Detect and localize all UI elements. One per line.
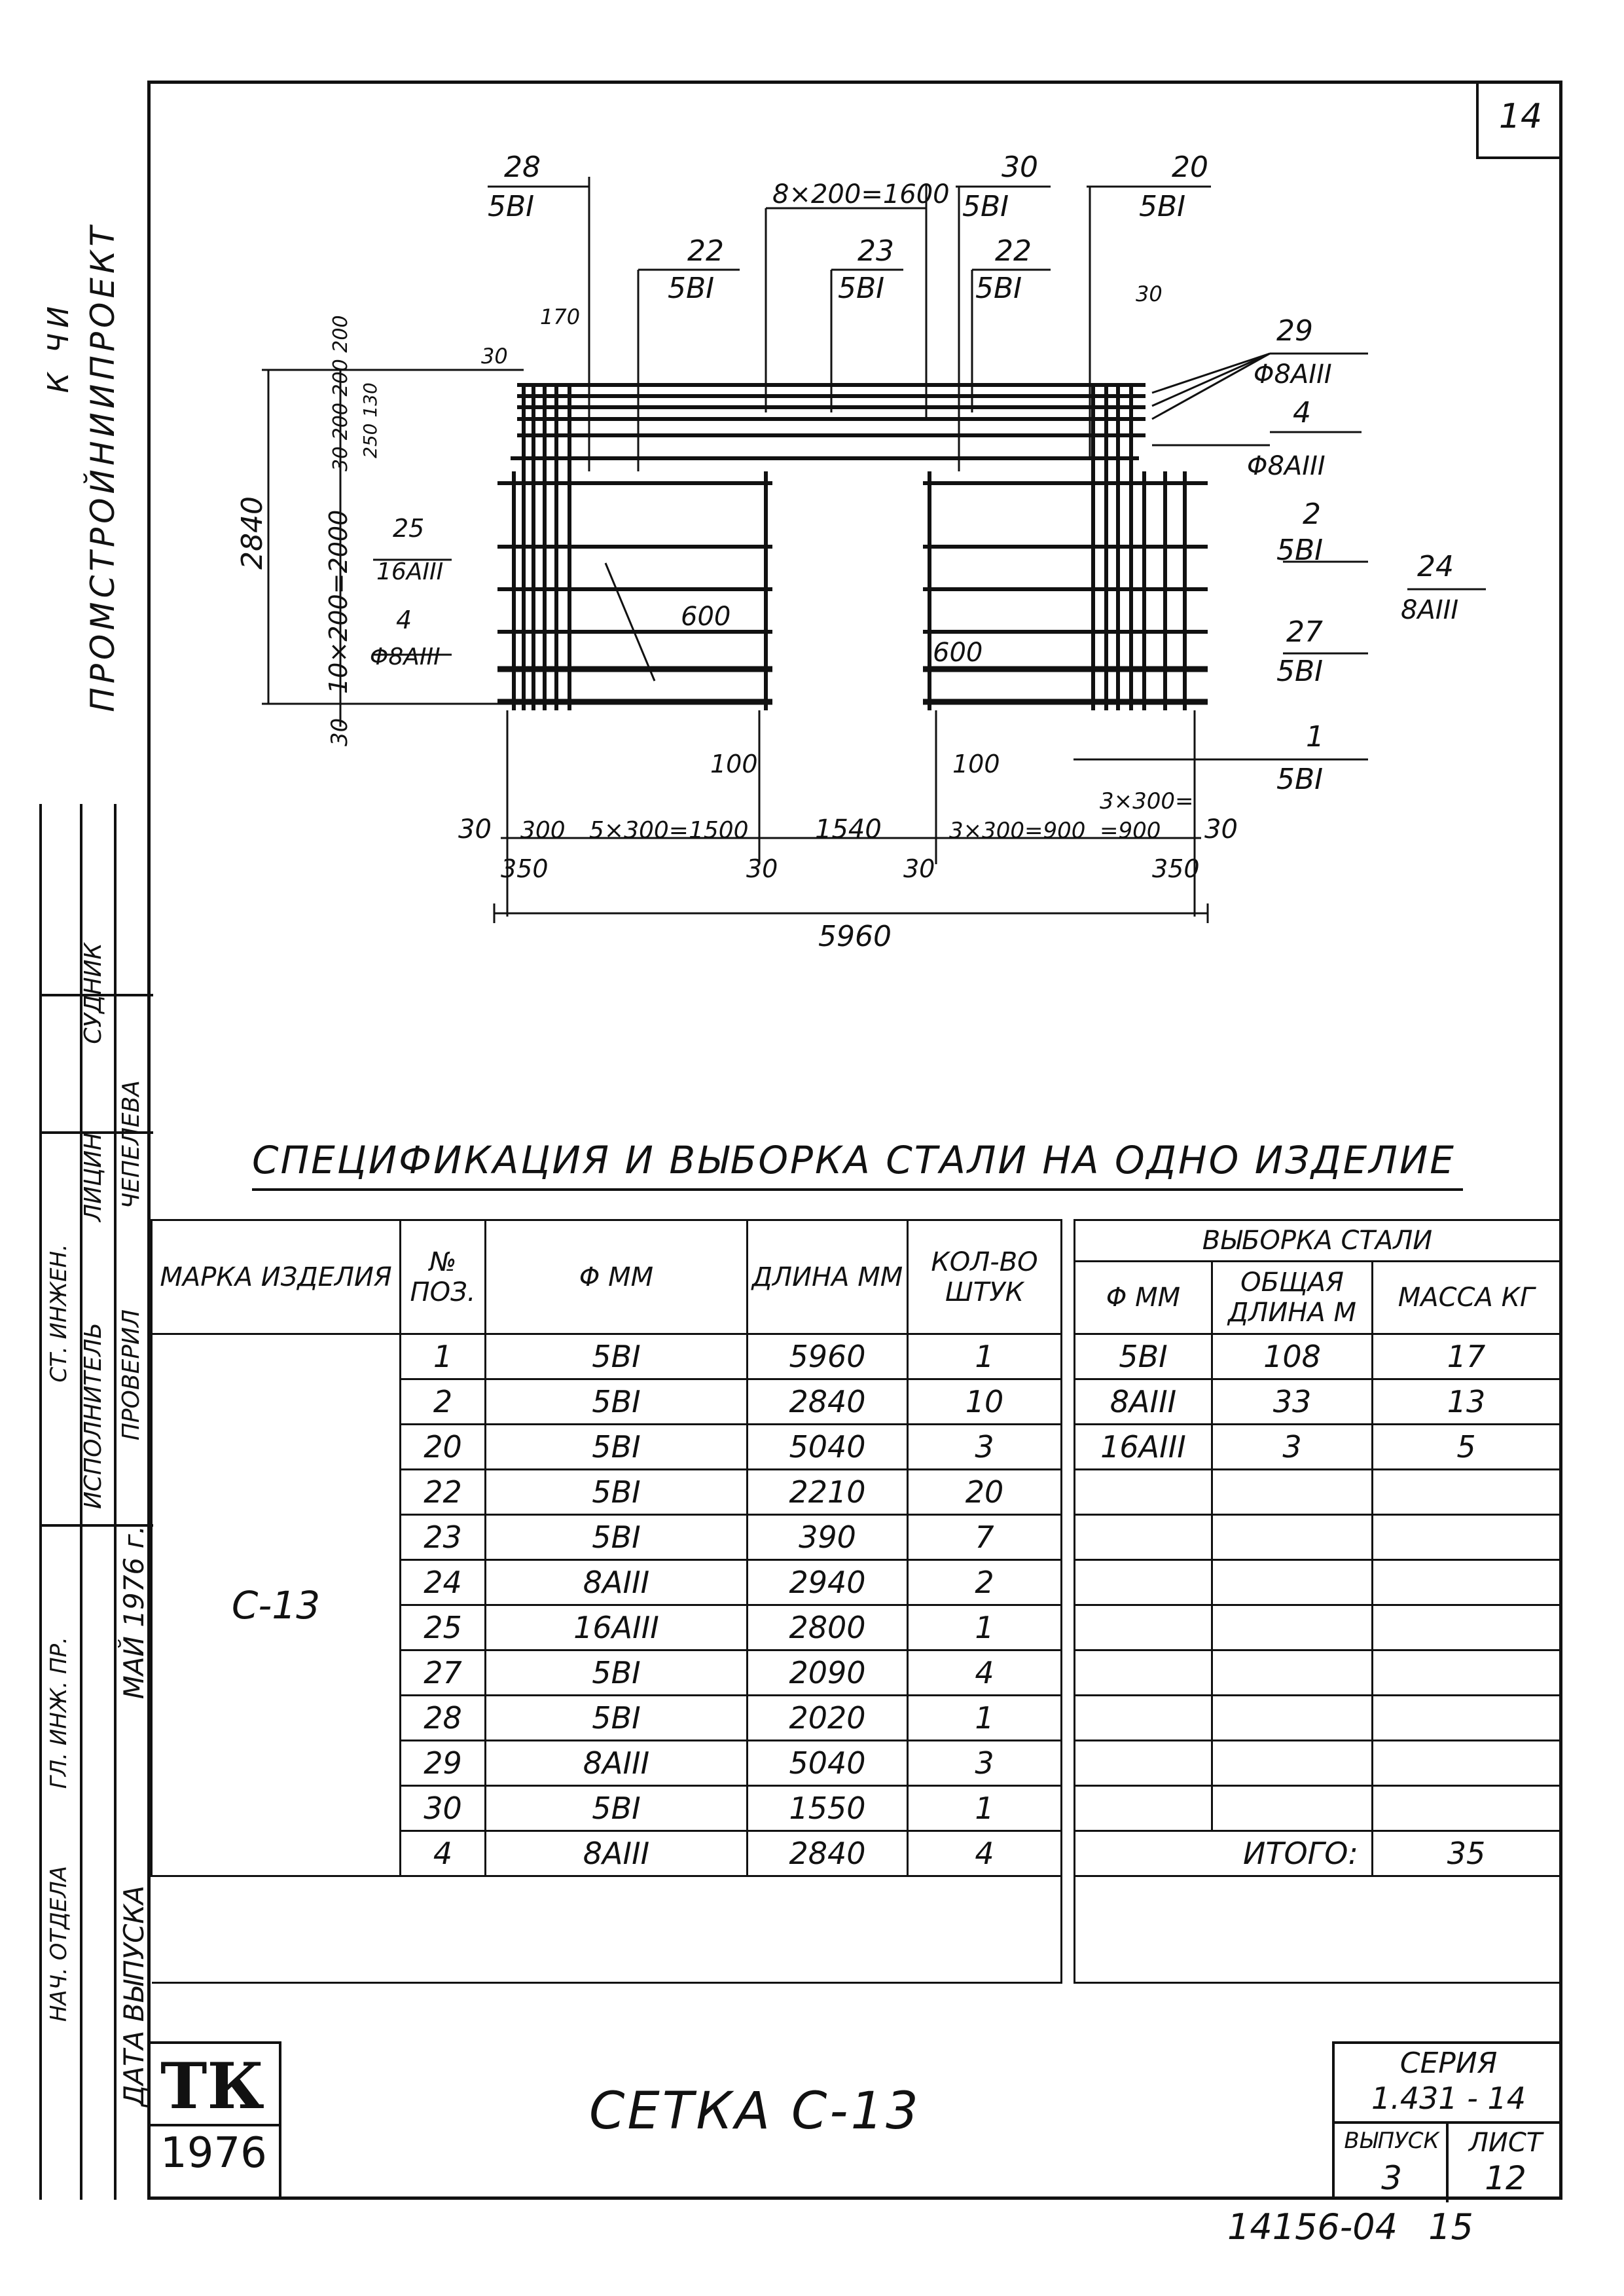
- sheet-number: 14: [1476, 81, 1562, 159]
- drawing-title: СЕТКА С-13: [589, 2082, 921, 2141]
- label-27: 27: [1286, 615, 1323, 649]
- hdr-steel-dia: Φ ММ: [1075, 1262, 1212, 1334]
- label-22a: 22: [687, 234, 724, 268]
- cell-len: 390: [748, 1515, 908, 1560]
- empty-row-right: [1075, 1876, 1561, 1983]
- hdr-mark: МАРКА ИЗДЕЛИЯ: [152, 1220, 401, 1334]
- label-1: 1: [1306, 720, 1324, 754]
- role-5: ПРОВЕРИЛ: [118, 1309, 145, 1441]
- cell-qty: 1: [908, 1696, 1062, 1741]
- label-24: 24: [1417, 550, 1454, 583]
- hdr-steel-mass: МАССА КГ: [1373, 1262, 1561, 1334]
- steel-dia: 5BI: [1075, 1334, 1212, 1379]
- footer-doc-code: 14156-04: [1227, 2206, 1398, 2248]
- label-250-130: 250 130: [359, 382, 381, 458]
- label-350b: 350: [1152, 854, 1200, 883]
- hdr-length: ДЛИНА ММ: [748, 1220, 908, 1334]
- label-b30c: 30: [746, 854, 778, 883]
- cell-pos: 20: [401, 1425, 486, 1470]
- hdr-steel: ВЫБОРКА СТАЛИ: [1075, 1220, 1561, 1262]
- cell-len: 5960: [748, 1334, 908, 1379]
- label-4a: 4: [1293, 396, 1311, 429]
- cell-dia: 8AIII: [486, 1741, 748, 1786]
- label-25-dia: 16AIII: [376, 558, 444, 585]
- label-23: 23: [857, 234, 894, 268]
- label-30-dia: 5BI: [962, 190, 1009, 223]
- cell-pos: 28: [401, 1696, 486, 1741]
- spec-title-underline: [252, 1188, 1463, 1191]
- cell-dia: 5BI: [486, 1515, 748, 1560]
- steel-mass: 17: [1373, 1334, 1561, 1379]
- cell-qty: 1: [908, 1334, 1062, 1379]
- cell-qty: 3: [908, 1741, 1062, 1786]
- label-b30b: 30: [1204, 814, 1238, 845]
- cell-qty: 7: [908, 1515, 1062, 1560]
- cell-len: 5040: [748, 1425, 908, 1470]
- label-top-span: 8×200=1600: [772, 179, 950, 210]
- steel-total: 33: [1212, 1379, 1373, 1425]
- steel-total: 3: [1212, 1425, 1373, 1470]
- role-4: ИСПОЛНИТЕЛЬ: [80, 1322, 107, 1510]
- empty-row: [152, 1876, 1062, 1983]
- cell-pos: 23: [401, 1515, 486, 1560]
- label-29-dia: Φ8AIII: [1254, 359, 1332, 390]
- org-name-2: К ЧИ: [42, 301, 75, 393]
- label-top-step: 30 200 200 200: [329, 315, 352, 471]
- cell-dia: 5BI: [486, 1786, 748, 1831]
- title-block-series: [1332, 2041, 1562, 2200]
- cell-pos: 29: [401, 1741, 486, 1786]
- name-3: ЧЕПЕЛЕВА: [118, 1080, 145, 1209]
- cell-dia: 5BI: [486, 1696, 748, 1741]
- name-1: ЛИЦИН: [80, 1133, 107, 1222]
- label-4b: 4: [396, 606, 412, 634]
- footer-page: 15: [1428, 2206, 1473, 2248]
- hdr-steel-total: ОБЩАЯ ДЛИНА М: [1212, 1262, 1373, 1334]
- steel-dia: 16AIII: [1075, 1425, 1212, 1470]
- label-350a: 350: [501, 854, 549, 883]
- label-3x300b: 3×300=: [1100, 788, 1194, 814]
- cell-len: 2840: [748, 1831, 908, 1876]
- cell-dia: 5BI: [486, 1470, 748, 1515]
- issue-value: 3: [1381, 2159, 1402, 2197]
- cell-len: 2020: [748, 1696, 908, 1741]
- table-gap: [1062, 1220, 1075, 1983]
- label-h30: 30: [327, 718, 353, 746]
- label-5x300: 5×300=1500: [589, 817, 749, 844]
- org-logo: ТК: [160, 2049, 264, 2123]
- label-25: 25: [393, 514, 425, 543]
- label-2840: 2840: [236, 496, 269, 570]
- label-b30a: 30: [458, 814, 492, 845]
- total-value: 35: [1373, 1831, 1561, 1876]
- steel-mass: 5: [1373, 1425, 1561, 1470]
- spec-title: СПЕЦИФИКАЦИЯ И ВЫБОРКА СТАЛИ НА ОДНО ИЗДЕЛИЕ: [252, 1138, 1456, 1182]
- label-2-dia: 5BI: [1276, 534, 1324, 567]
- cell-len: 2090: [748, 1650, 908, 1696]
- cell-dia: 16AIII: [486, 1605, 748, 1650]
- cell-len: 5040: [748, 1741, 908, 1786]
- cell-len: 2800: [748, 1605, 908, 1650]
- cell-qty: 4: [908, 1650, 1062, 1696]
- label-3x300: 3×300=900: [949, 818, 1086, 844]
- cell-qty: 4: [908, 1831, 1062, 1876]
- label-22b: 22: [995, 234, 1032, 268]
- cell-pos: 27: [401, 1650, 486, 1696]
- sheet-label: ЛИСТ: [1468, 2128, 1543, 2158]
- hdr-dia: Φ ММ: [486, 1220, 748, 1334]
- cell-qty: 20: [908, 1470, 1062, 1515]
- label-10x200: 10×200=2000: [324, 509, 353, 694]
- cell-pos: 22: [401, 1470, 486, 1515]
- label-170: 170: [540, 304, 581, 329]
- hdr-qty: КОЛ-ВО ШТУК: [908, 1220, 1062, 1334]
- steel-mass: 13: [1373, 1379, 1561, 1425]
- label-22a-dia: 5BI: [668, 272, 715, 305]
- sheet-value: 12: [1485, 2159, 1526, 2197]
- label-600b: 600: [933, 638, 983, 668]
- label-22b-dia: 5BI: [975, 272, 1022, 305]
- label-4a-dia: Φ8AIII: [1247, 451, 1326, 481]
- cell-dia: 5BI: [486, 1379, 748, 1425]
- cell-qty: 3: [908, 1425, 1062, 1470]
- cell-qty: 10: [908, 1379, 1062, 1425]
- date-label: ДАТА ВЫПУСКА: [118, 1886, 150, 2107]
- cell-len: 1550: [748, 1786, 908, 1831]
- role-2: ГЛ. ИНЖ. ПР.: [46, 1637, 72, 1789]
- label-b30d: 30: [903, 854, 935, 883]
- series-value: 1.431 - 14: [1371, 2081, 1526, 2116]
- cell-qty: 2: [908, 1560, 1062, 1605]
- hdr-pos: № ПОЗ.: [401, 1220, 486, 1334]
- name-2: СУДНИК: [80, 943, 107, 1044]
- label-23-dia: 5BI: [838, 272, 885, 305]
- label-28: 28: [504, 151, 541, 184]
- label-1-dia: 5BI: [1276, 763, 1324, 796]
- cell-pos: 25: [401, 1605, 486, 1650]
- cell-dia: 8AIII: [486, 1560, 748, 1605]
- label-28-dia: 5BI: [488, 190, 535, 223]
- label-4b-dia: Φ8AIII: [370, 644, 441, 670]
- cell-len: 2210: [748, 1470, 908, 1515]
- cell-len: 2940: [748, 1560, 908, 1605]
- steel-dia: 8AIII: [1075, 1379, 1212, 1425]
- label-30a: 30: [481, 344, 508, 369]
- label-5960: 5960: [818, 920, 892, 953]
- label-100a: 100: [710, 750, 758, 778]
- label-30b: 30: [1136, 282, 1163, 306]
- cell-pos: 4: [401, 1831, 486, 1876]
- org-name: ПРОМСТРОЙНИИПРОЕКТ: [84, 223, 122, 712]
- series-label: СЕРИЯ: [1399, 2047, 1498, 2080]
- label-100b: 100: [952, 750, 1000, 778]
- cell-pos: 30: [401, 1786, 486, 1831]
- cell-pos: 2: [401, 1379, 486, 1425]
- label-30: 30: [1001, 151, 1038, 184]
- cell-dia: 8AIII: [486, 1831, 748, 1876]
- cell-pos: 24: [401, 1560, 486, 1605]
- cell-dia: 5BI: [486, 1334, 748, 1379]
- product-mark: С-13: [152, 1334, 401, 1876]
- label-900: =900: [1100, 818, 1161, 844]
- cell-pos: 1: [401, 1334, 486, 1379]
- label-27-dia: 5BI: [1276, 655, 1324, 688]
- cell-dia: 5BI: [486, 1425, 748, 1470]
- label-24-dia: 8AIII: [1401, 595, 1459, 625]
- footer-code: [1227, 2206, 1473, 2248]
- cell-qty: 1: [908, 1605, 1062, 1650]
- role-1: НАЧ. ОТДЕЛА: [46, 1866, 72, 2022]
- label-b300: 300: [520, 817, 566, 844]
- role-3: СТ. ИНЖЕН.: [46, 1244, 72, 1383]
- label-29: 29: [1276, 314, 1313, 348]
- spec-table: [151, 1219, 1561, 1984]
- label-2: 2: [1303, 498, 1321, 531]
- cell-qty: 1: [908, 1786, 1062, 1831]
- table-row: [152, 1334, 1561, 1379]
- steel-total: 108: [1212, 1334, 1373, 1379]
- label-1540: 1540: [815, 814, 882, 845]
- label-600a: 600: [681, 602, 731, 632]
- cell-dia: 5BI: [486, 1650, 748, 1696]
- label-20-dia: 5BI: [1139, 190, 1186, 223]
- date-value: МАЙ 1976 г.: [118, 1525, 150, 1700]
- cell-len: 2840: [748, 1379, 908, 1425]
- total-label: ИТОГО:: [1075, 1831, 1373, 1876]
- issue-label: ВЫПУСК: [1344, 2128, 1439, 2154]
- title-year: 1976: [160, 2129, 267, 2178]
- label-20: 20: [1172, 151, 1208, 184]
